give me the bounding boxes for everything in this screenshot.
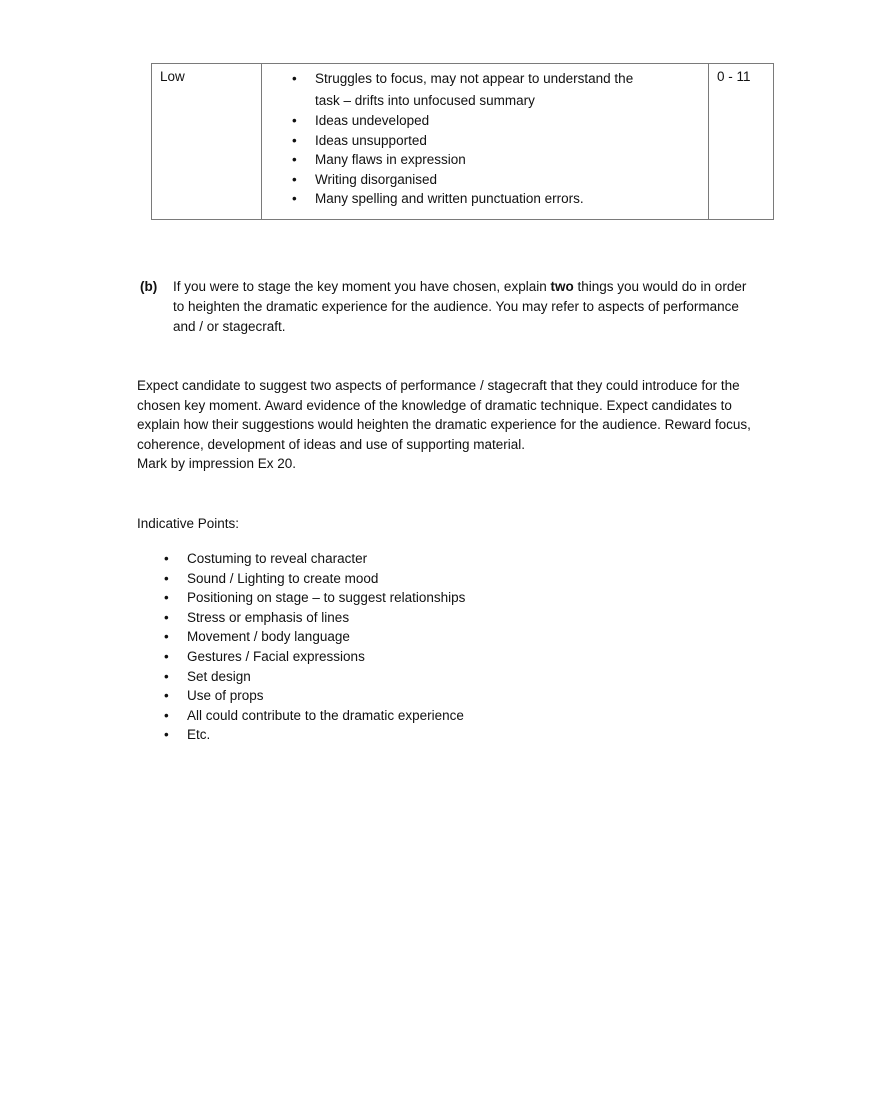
point-text: Positioning on stage – to suggest relationships	[187, 590, 466, 606]
mark-band-table	[151, 63, 774, 220]
bullet-icon: •	[292, 71, 297, 86]
marks-range: 0 - 11	[717, 69, 751, 84]
criterion-text: Writing disorganised	[315, 171, 438, 187]
point-text: Use of props	[187, 688, 264, 704]
list-item	[137, 667, 465, 687]
bullet-icon: •	[292, 171, 297, 187]
point-text: Movement / body language	[187, 629, 350, 645]
list-item	[137, 647, 465, 667]
point-text: Costuming to reveal character	[187, 551, 368, 566]
point-text: Set design	[187, 668, 251, 684]
point-text: Gestures / Facial expressions	[187, 648, 365, 664]
criterion-text: Many flaws in expression	[315, 152, 466, 168]
table-row	[152, 64, 774, 220]
bullet-icon: •	[292, 132, 297, 148]
question-b	[140, 277, 750, 337]
question-label: (b)	[140, 279, 158, 294]
level-cell	[152, 64, 262, 220]
list-item	[137, 706, 465, 726]
bullet-icon: •	[164, 648, 169, 664]
criterion-text: Struggles to focus, may not appear to understand the task – drifts into unfocused summary	[315, 71, 634, 108]
list-item	[262, 150, 655, 170]
question-text	[173, 277, 748, 337]
list-item	[262, 111, 655, 131]
bullet-icon: •	[292, 152, 297, 168]
criterion-text: Ideas undeveloped	[315, 113, 430, 128]
indicative-points-list	[137, 549, 465, 745]
bullet-icon: •	[292, 113, 297, 128]
bullet-icon: •	[164, 668, 169, 684]
list-item	[137, 588, 465, 608]
bullet-icon: •	[164, 590, 169, 606]
list-item	[137, 686, 465, 706]
marks-cell	[709, 64, 774, 220]
list-item	[262, 131, 655, 151]
bullet-icon: •	[164, 551, 169, 566]
criteria-cell	[262, 64, 709, 220]
list-item	[262, 170, 655, 190]
point-text: Sound / Lighting to create mood	[187, 570, 379, 586]
point-text: All could contribute to the dramatic experience	[187, 707, 464, 723]
list-item	[137, 627, 465, 647]
list-item	[262, 189, 655, 209]
indicative-heading: Indicative Points:	[137, 516, 240, 531]
guidance-text: Expect candidate to suggest two aspects of performance / stagecraft that they could introduce for the chosen key moment. Award evidence of the knowledge of dramatic technique. Expect candidates to explain how their suggestions would heighten the dramatic experience for the audience. Reward focus, coherence, development of ideas and use of supporting material.	[137, 378, 751, 452]
bullet-icon: •	[164, 707, 169, 723]
criterion-text: Ideas unsupported	[315, 132, 427, 148]
bullet-icon: •	[164, 688, 169, 704]
list-item	[137, 549, 465, 569]
list-item	[137, 569, 465, 589]
mark-instruction: Mark by impression Ex 20.	[137, 456, 297, 472]
point-text: Stress or emphasis of lines	[187, 609, 350, 625]
point-text: Etc.	[187, 727, 211, 743]
criterion-text: Many spelling and written punctuation errors.	[315, 191, 584, 207]
bullet-icon: •	[164, 609, 169, 625]
question-emphasis: two	[550, 279, 574, 294]
criteria-list	[262, 64, 708, 209]
question-text-end: things you would do in order to heighten the dramatic experience for the audience. You may refer to aspects of performance and / or stagecraft.	[173, 279, 747, 334]
level-label: Low	[160, 69, 185, 84]
bullet-icon: •	[164, 570, 169, 586]
list-item	[137, 608, 465, 628]
list-item	[262, 68, 655, 111]
marking-guidance	[137, 376, 757, 474]
bullet-icon: •	[164, 727, 169, 743]
bullet-icon: •	[164, 629, 169, 645]
list-item	[137, 725, 465, 745]
bullet-icon: •	[292, 191, 297, 207]
question-text-start: If you were to stage the key moment you have chosen, explain	[173, 279, 551, 294]
